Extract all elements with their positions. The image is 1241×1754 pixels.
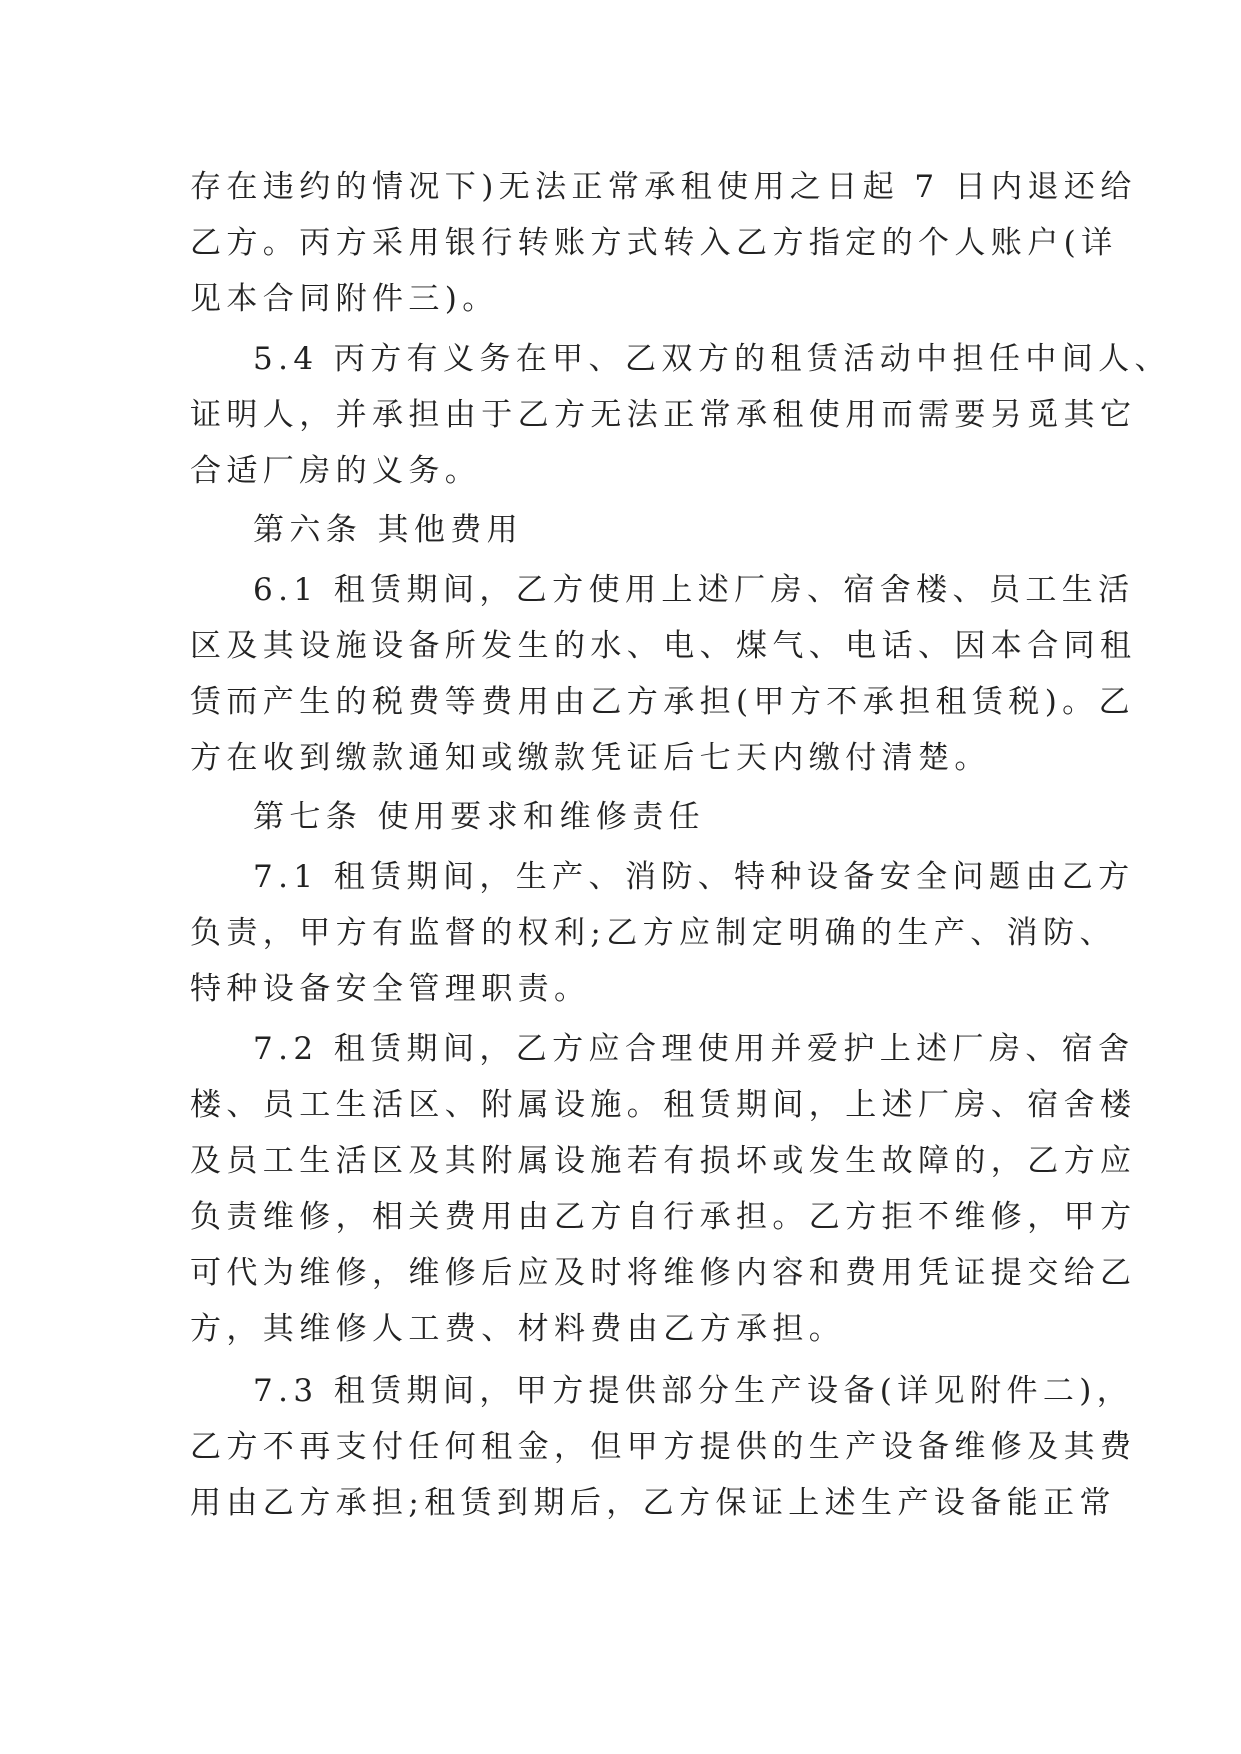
text-line: 方，其维修人工费、材料费由乙方承担。: [190, 1311, 846, 1347]
text-line: 特种设备安全管理职责。: [190, 971, 591, 1007]
text-line: 方在收到缴款通知或缴款凭证后七天内缴付清楚。: [190, 740, 991, 776]
text-line: 可代为维修，维修后应及时将维修内容和费用凭证提交给乙: [190, 1255, 1137, 1291]
text-line: 乙方。丙方采用银行转账方式转入乙方指定的个人账户(详: [190, 225, 1118, 261]
text-line: 赁而产生的税费等费用由乙方承担(甲方不承担租赁税)。乙: [190, 684, 1135, 720]
text-line: 负责维修，相关费用由乙方自行承担。乙方拒不维修，甲方: [190, 1199, 1137, 1235]
text-line: 及员工生活区及其附属设施若有损坏或发生故障的，乙方应: [190, 1143, 1137, 1179]
clause-5-4: 5.4 丙方有义务在甲、乙双方的租赁活动中担任中间人、: [253, 341, 1171, 377]
text-line: 楼、员工生活区、附属设施。租赁期间，上述厂房、宿舍楼: [190, 1087, 1137, 1123]
text-line: 区及其设施设备所发生的水、电、煤气、电话、因本合同租: [190, 628, 1137, 664]
clause-7-1: 7.1 租赁期间，生产、消防、特种设备安全问题由乙方: [253, 859, 1135, 895]
text-line: 用由乙方承担;租赁到期后，乙方保证上述生产设备能正常: [190, 1485, 1116, 1521]
clause-7-2: 7.2 租赁期间，乙方应合理使用并爱护上述厂房、宿舍: [253, 1031, 1135, 1067]
text-line: 见本合同附件三)。: [190, 281, 499, 317]
clause-7-3: 7.3 租赁期间，甲方提供部分生产设备(详见附件二)，: [253, 1373, 1134, 1409]
section-heading-6: 第六条 其他费用: [253, 512, 524, 548]
text-line: 证明人，并承担由于乙方无法正常承租使用而需要另觅其它: [190, 397, 1137, 433]
text-line: 乙方不再支付任何租金，但甲方提供的生产设备维修及其费: [190, 1429, 1137, 1465]
text-line: 负责，甲方有监督的权利;乙方应制定明确的生产、消防、: [190, 915, 1116, 951]
clause-6-1: 6.1 租赁期间，乙方使用上述厂房、宿舍楼、员工生活: [253, 572, 1135, 608]
section-heading-7: 第七条 使用要求和维修责任: [253, 799, 706, 835]
text-line: 存在违约的情况下)无法正常承租使用之日起 7 日内退还给: [190, 169, 1137, 205]
text-line: 合适厂房的义务。: [190, 453, 482, 489]
